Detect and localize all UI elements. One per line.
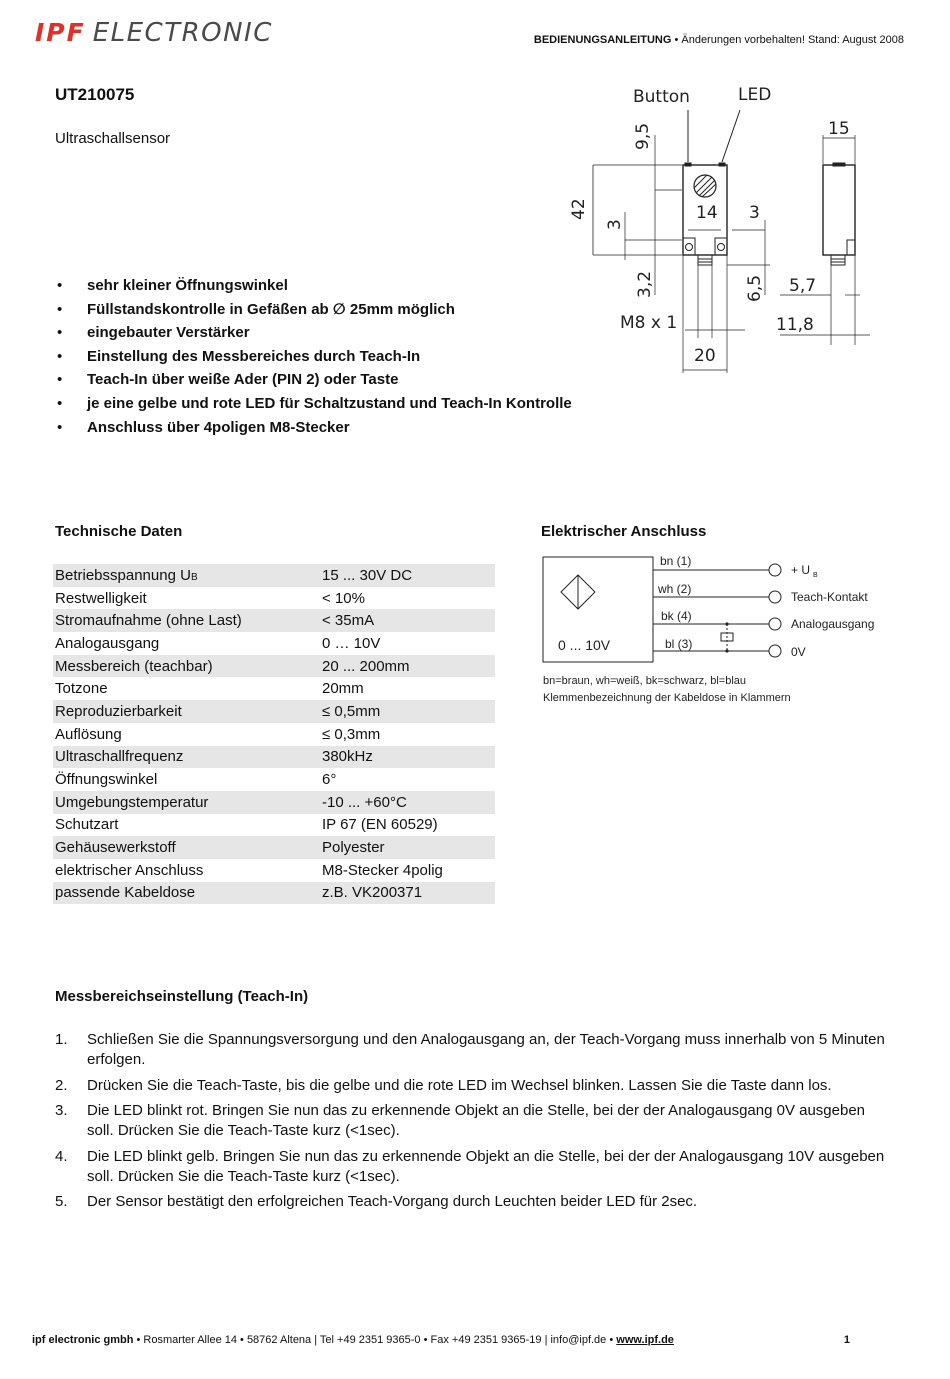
spec-value: 380kHz (314, 746, 495, 769)
spec-label: Ultraschallfrequenz (53, 746, 314, 769)
feature-item: • sehr kleiner Öffnungswinkel (55, 276, 595, 300)
spec-label: Analogausgang (55, 634, 160, 652)
table-row (53, 723, 495, 746)
dim-42: 42 (569, 198, 589, 220)
spec-label: Stromaufnahme (ohne Last) (53, 609, 314, 632)
spec-value: 20 ... 200mm (314, 655, 495, 678)
spec-value: < 10% (322, 589, 365, 607)
dim-11-8: 11,8 (776, 315, 814, 335)
terminal-analog: Analogausgang (791, 617, 875, 631)
wiring-legend: bn=braun, wh=weiß, bk=schwarz, bl=blau (543, 675, 747, 687)
wire-wh: wh (2) (658, 582, 692, 596)
spec-value: < 35mA (314, 609, 495, 632)
spec-label: Betriebsspannung UB (53, 564, 314, 587)
doc-note: • Änderungen vorbehalten! Stand: August 2008 (671, 34, 904, 46)
table-row (53, 632, 495, 655)
dim-15: 15 (828, 119, 850, 139)
dim-9-5: 9,5 (633, 122, 653, 150)
product-name: Ultraschallsensor (55, 130, 171, 147)
doc-type: BEDIENUNGSANLEITUNG (533, 34, 672, 46)
dim-m8: M8 x 1 (620, 313, 678, 333)
website-link[interactable]: www.ipf.de (616, 1334, 674, 1346)
table-row (53, 655, 495, 678)
teach-heading: Messbereichseinstellung (Teach-In) (55, 988, 309, 1005)
dim-14: 14 (696, 203, 718, 223)
spec-label: elektrischer Anschluss (55, 861, 204, 879)
tech-heading: Technische Daten (55, 523, 183, 540)
wiring-heading: Elektrischer Anschluss (541, 523, 707, 540)
wiring-diagram (540, 550, 900, 710)
label-button: Button (633, 87, 690, 107)
footer-address: • Rosmarter Allee 14 • 58762 Altena | Tel +49 2351 9365-0 • Fax +49 2351 9365-19 | info@ipf.de • (133, 1334, 617, 1346)
dimension-drawing (560, 80, 900, 380)
feature-list (55, 276, 595, 441)
feature-item: • Teach-In über weiße Ader (PIN 2) oder Taste (55, 370, 595, 394)
spec-label: Restwelligkeit (55, 589, 147, 607)
spec-value: z.B. VK200371 (314, 882, 495, 905)
list-item: 1. Schließen Sie die Spannungsversorgung und den Analogausgang an, der Teach-Vorgang muss innerhalb von 5 Minuten erfolgen. (55, 1031, 885, 1068)
footer-company: ipf electronic gmbh (32, 1334, 134, 1346)
footer (32, 1334, 674, 1346)
terminal-circle (769, 618, 781, 630)
table-row (53, 564, 495, 587)
dim-3-left: 3 (605, 219, 625, 230)
list-item: 2. Drücken Sie die Teach-Taste, bis die gelbe und die rote LED im Wechsel blinken. Lassen Sie die Taste dann los. (55, 1076, 832, 1094)
spec-value: ≤ 0,3mm (322, 725, 381, 743)
spec-label: Reproduzierbarkeit (53, 700, 314, 723)
spec-value: -10 ... +60°C (314, 791, 495, 814)
spec-value: 20mm (322, 680, 364, 698)
spec-value: ≤ 0,5mm (314, 700, 495, 723)
wire-bl: bl (3) (665, 637, 693, 651)
tech-table (53, 564, 495, 904)
spec-label: Gehäusewerkstoff (53, 836, 314, 859)
table-row (53, 587, 495, 610)
table-row (53, 791, 495, 814)
terminal-teach: Teach-Kontakt (791, 590, 868, 604)
terminal-circle (769, 645, 781, 657)
terminal-circle (769, 591, 781, 603)
spec-value: 6° (322, 771, 337, 789)
table-row (53, 677, 495, 700)
spec-label: passende Kabeldose (53, 882, 314, 905)
label-led: LED (738, 85, 772, 105)
dim-3-2: 3,2 (635, 270, 655, 298)
feature-item: • Füllstandskontrolle in Gefäßen ab ∅ 25mm möglich (55, 300, 595, 324)
table-row (53, 700, 495, 723)
output-label: 0 ... 10V (558, 637, 611, 653)
spec-value: 0 … 10V (322, 634, 381, 652)
terminal-ub-sub: B (813, 572, 818, 579)
feature-item: • eingebauter Verstärker (55, 323, 595, 347)
wiring-legend-note: Klemmenbezeichnung der Kabeldose in Klammern (543, 692, 791, 704)
list-item: 5. Der Sensor bestätigt den erfolgreichen Teach-Vorgang durch Leuchten beider LED für 2sec. (55, 1193, 698, 1210)
page-number: 1 (843, 1334, 850, 1346)
company-logo (35, 18, 273, 52)
product-code: UT210075 (55, 85, 135, 104)
table-row (53, 746, 495, 769)
table-row (53, 609, 495, 632)
feature-item: • je eine gelbe und rote LED für Schaltzustand und Teach-In Kontrolle (55, 394, 595, 418)
spec-label: Messbereich (teachbar) (53, 655, 314, 678)
terminal-0v: 0V (791, 645, 806, 659)
table-row (53, 859, 495, 882)
spec-label: Auflösung (55, 725, 122, 743)
terminal-ub: + U (791, 563, 811, 577)
dim-5-7: 5,7 (789, 276, 817, 296)
list-item: 3. Die LED blinkt rot. Bringen Sie nun das zu erkennende Objekt an die Stelle, bei der der Analogausgang 0V ausgeben soll. Drücken Sie die Teach-Taste kurz (<1sec). (55, 1102, 866, 1139)
spec-label: Öffnungswinkel (55, 771, 158, 789)
feature-item: • Einstellung des Messbereiches durch Teach-In (55, 347, 595, 371)
spec-value: Polyester (314, 836, 495, 859)
spec-label: Umgebungstemperatur (53, 791, 314, 814)
spec-label: Schutzart (55, 816, 119, 834)
terminal-circle (769, 564, 781, 576)
teach-steps (55, 1030, 885, 1218)
table-row (53, 836, 495, 859)
dim-3-right: 3 (749, 203, 760, 223)
spec-label: Totzone (55, 680, 108, 698)
wire-bk: bk (4) (661, 609, 692, 623)
dim-6-5: 6,5 (745, 274, 765, 302)
wire-bn: bn (1) (660, 554, 692, 568)
spec-value: IP 67 (EN 60529) (322, 816, 438, 834)
spec-value: 15 ... 30V DC (314, 564, 495, 587)
table-row (53, 882, 495, 905)
table-row (53, 768, 495, 791)
logo-word: ELECTRONIC (92, 18, 273, 48)
document-header (534, 34, 904, 46)
table-row (53, 814, 495, 837)
logo-brand: IPF (35, 18, 86, 47)
dim-20: 20 (694, 346, 716, 366)
spec-value: M8-Stecker 4polig (322, 861, 443, 879)
list-item: 4. Die LED blinkt gelb. Bringen Sie nun das zu erkennende Objekt an die Stelle, bei der der Analogausgang 10V ausgeben soll. Drücken Sie die Teach-Taste kurz (<1sec). (55, 1147, 885, 1185)
feature-item: • Anschluss über 4poligen M8-Stecker (55, 418, 595, 442)
